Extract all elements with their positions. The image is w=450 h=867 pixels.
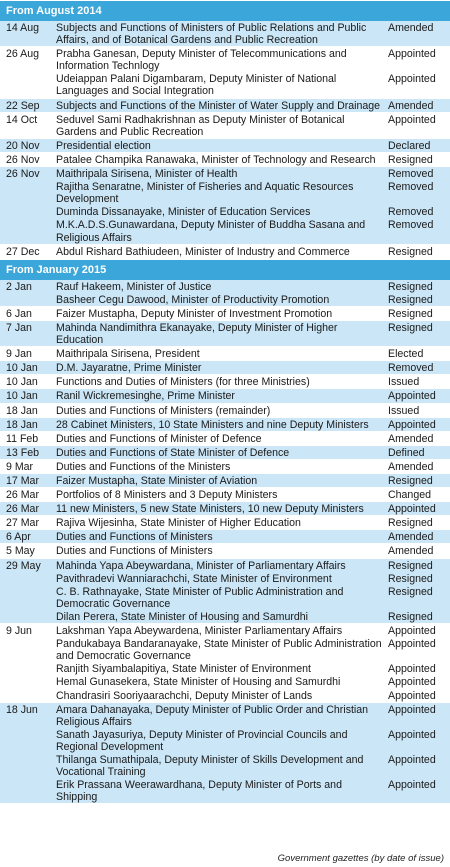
entry bbox=[56, 572, 450, 585]
entry bbox=[56, 347, 450, 360]
entry bbox=[56, 113, 450, 138]
entry-status: Amended bbox=[388, 460, 434, 473]
row-entries bbox=[56, 488, 450, 501]
entry-description: Rauf Hakeem, Minister of Justice bbox=[56, 280, 212, 293]
table-row bbox=[0, 375, 450, 389]
row-date: 14 Oct bbox=[6, 113, 38, 126]
entry bbox=[56, 474, 450, 487]
row-date: 18 Jun bbox=[6, 703, 38, 716]
entry-status: Appointed bbox=[388, 390, 436, 403]
section-rows bbox=[0, 21, 450, 259]
row-date: 13 Feb bbox=[6, 446, 39, 459]
entry bbox=[56, 389, 450, 402]
table-row bbox=[0, 139, 450, 153]
entry bbox=[56, 21, 450, 46]
row-date: 7 Jan bbox=[6, 321, 32, 334]
entry-description: Seduvel Sami Radhakrishnan as Deputy Minister of Botanical Gardens and Public Recreation bbox=[56, 113, 345, 138]
entry bbox=[56, 502, 450, 515]
table-row bbox=[0, 113, 450, 139]
table-row bbox=[0, 703, 450, 805]
entry bbox=[56, 361, 450, 374]
table-row bbox=[0, 446, 450, 460]
entry bbox=[56, 460, 450, 473]
entry-status: Resigned bbox=[388, 517, 433, 530]
entry-description: Portfolios of 8 Ministers and 3 Deputy Ministers bbox=[56, 489, 278, 502]
row-date: 27 Mar bbox=[6, 517, 39, 530]
entry-status: Appointed bbox=[388, 689, 436, 702]
entry-status: Elected bbox=[388, 348, 424, 361]
row-entries bbox=[56, 245, 450, 258]
entry-description: Amara Dahanayaka, Deputy Minister of Public Order and Christian Religious Affairs bbox=[56, 703, 369, 728]
entry bbox=[56, 446, 450, 459]
row-date: 26 Mar bbox=[6, 503, 39, 516]
row-date: 6 Apr bbox=[6, 531, 31, 544]
row-date: 10 Jan bbox=[6, 362, 38, 375]
row-entries bbox=[56, 432, 450, 445]
row-date: 10 Jan bbox=[6, 376, 38, 389]
entry bbox=[56, 99, 450, 112]
table-row bbox=[0, 280, 450, 307]
table-row bbox=[0, 347, 450, 361]
entry-description: Thilanga Sumathipala, Deputy Minister of Skills Development and Vocational Training bbox=[56, 753, 364, 779]
entry bbox=[56, 689, 450, 702]
entry-description: Rajiva Wijesinha, State Minister of Higher Education bbox=[56, 517, 301, 530]
entry bbox=[56, 139, 450, 152]
table-row bbox=[0, 321, 450, 347]
entry bbox=[56, 404, 450, 417]
entry-description: Maithripala Sirisena, Minister of Health bbox=[56, 168, 238, 181]
entry-status: Issued bbox=[388, 404, 420, 417]
entry-status: Resigned bbox=[388, 245, 433, 258]
row-date: 10 Jan bbox=[6, 390, 38, 403]
row-date: 26 Nov bbox=[6, 153, 40, 166]
entry-description: Duties and Functions of Ministers bbox=[56, 545, 213, 558]
entry bbox=[56, 585, 450, 610]
table-row bbox=[0, 624, 450, 703]
entry bbox=[56, 72, 450, 97]
entry-status: Appointed bbox=[388, 625, 436, 638]
row-date: 18 Jan bbox=[6, 404, 38, 417]
entry bbox=[56, 293, 450, 306]
entry-description: Duties and Functions of State Minister of Defence bbox=[56, 446, 290, 459]
row-entries bbox=[56, 280, 450, 306]
row-entries bbox=[56, 703, 450, 804]
row-date: 26 Mar bbox=[6, 489, 39, 502]
entry-description: Duties and Functions of Ministers bbox=[56, 531, 213, 544]
entry-description: Ranil Wickremesinghe, Prime Minister bbox=[56, 390, 235, 403]
entry-status: Amended bbox=[388, 432, 434, 445]
entry bbox=[56, 432, 450, 445]
entry-description: Udeiappan Palani Digambaram, Deputy Minister of National Languages and Social Integration bbox=[56, 73, 337, 98]
entry-status: Appointed bbox=[388, 418, 436, 431]
entry-status: Appointed bbox=[388, 113, 436, 126]
section-header: From August 2014 bbox=[0, 0, 450, 21]
entry-description: Duties and Functions of the Ministers bbox=[56, 460, 231, 473]
entry-description: Maithripala Sirisena, President bbox=[56, 348, 200, 361]
entry-status: Appointed bbox=[388, 73, 436, 86]
table-row bbox=[0, 389, 450, 403]
table-row bbox=[0, 153, 450, 167]
row-entries bbox=[56, 559, 450, 623]
entry-status: Removed bbox=[388, 168, 434, 181]
row-entries bbox=[56, 516, 450, 529]
entry-description: Prabha Ganesan, Deputy Minister of Telecommunications and Information Technlogy bbox=[56, 48, 347, 73]
entry bbox=[56, 637, 450, 662]
table-row bbox=[0, 502, 450, 516]
table-row bbox=[0, 245, 450, 259]
entry bbox=[56, 662, 450, 675]
entry-description: Functions and Duties of Ministers (for three Ministries) bbox=[56, 376, 310, 389]
entry-status: Amended bbox=[388, 99, 434, 112]
table-row bbox=[0, 516, 450, 530]
entry-description: D.M. Jayaratne, Prime Minister bbox=[56, 362, 202, 375]
entry bbox=[56, 321, 450, 346]
row-date: 14 Aug bbox=[6, 22, 39, 34]
entry-description: Pavithradevi Wanniarachchi, State Minister of Environment bbox=[56, 572, 332, 585]
entry-description: Duties and Functions of Minister of Defence bbox=[56, 432, 262, 445]
entry-description: 11 new Ministers, 5 new State Ministers, 10 new Deputy Ministers bbox=[56, 503, 364, 516]
entry bbox=[56, 280, 450, 293]
source-caption: Government gazettes (by date of issue) bbox=[277, 853, 444, 864]
entry-description: Subjects and Functions of the Minister of Water Supply and Drainage bbox=[56, 99, 381, 112]
entry-description: Chandrasiri Sooriyaarachchi, Deputy Minister of Lands bbox=[56, 689, 313, 702]
entry-description: Abdul Rishard Bathiudeen, Minister of Industry and Commerce bbox=[56, 245, 350, 258]
row-entries bbox=[56, 347, 450, 360]
entry-status: Appointed bbox=[388, 48, 436, 61]
entry bbox=[56, 559, 450, 572]
row-entries bbox=[56, 307, 450, 320]
row-entries bbox=[56, 404, 450, 417]
row-entries bbox=[56, 321, 450, 346]
entry-status: Removed bbox=[388, 362, 434, 375]
entry-description: Erik Prassana Weerawardhana, Deputy Minister of Ports and Shipping bbox=[56, 779, 342, 804]
entry bbox=[56, 307, 450, 320]
entry bbox=[56, 530, 450, 543]
entry-status: Resigned bbox=[388, 307, 433, 320]
entry bbox=[56, 753, 450, 778]
table-row bbox=[0, 432, 450, 446]
entry-status: Defined bbox=[388, 446, 425, 459]
entry bbox=[56, 47, 450, 72]
row-date: 9 Jan bbox=[6, 348, 32, 361]
entry-status: Appointed bbox=[388, 753, 436, 766]
row-date: 29 May bbox=[6, 559, 41, 572]
entry-description: Subjects and Functions of Ministers of Public Relations and Public Affairs, and of Botanical Gardens and Public Recreation bbox=[56, 22, 367, 47]
entry-status: Resigned bbox=[388, 293, 433, 306]
row-entries bbox=[56, 624, 450, 702]
entry-description: C. B. Rathnayake, State Minister of Public Administration and Democratic Governance bbox=[56, 585, 344, 610]
entry bbox=[56, 675, 450, 688]
entry-status: Resigned bbox=[388, 475, 433, 487]
entry-description: Ranjith Siyambalapitiya, State Minister of Environment bbox=[56, 663, 311, 676]
row-entries bbox=[56, 389, 450, 402]
entry bbox=[56, 544, 450, 557]
entry-description: Faizer Mustapha, Deputy Minister of Investment Promotion bbox=[56, 307, 333, 320]
row-entries bbox=[56, 544, 450, 557]
entry-status: Changed bbox=[388, 489, 432, 502]
entry-status: Resigned bbox=[388, 559, 433, 572]
entry bbox=[56, 703, 450, 728]
entry-status: Resigned bbox=[388, 610, 433, 623]
entry-description: Presidential election bbox=[56, 139, 151, 152]
row-date: 22 Sep bbox=[6, 99, 40, 112]
row-entries bbox=[56, 113, 450, 138]
entry-status: Appointed bbox=[388, 703, 436, 716]
row-date: 27 Dec bbox=[6, 245, 40, 258]
entry bbox=[56, 488, 450, 501]
row-entries bbox=[56, 153, 450, 166]
section-rows bbox=[0, 280, 450, 805]
row-date: 26 Nov bbox=[6, 168, 40, 181]
table-row bbox=[0, 418, 450, 432]
row-entries bbox=[56, 446, 450, 459]
row-date: 2 Jan bbox=[6, 280, 32, 293]
table-row bbox=[0, 361, 450, 375]
entry-status: Resigned bbox=[388, 153, 433, 166]
row-entries bbox=[56, 99, 450, 112]
entry-status: Resigned bbox=[388, 321, 433, 334]
table-row bbox=[0, 559, 450, 624]
entry-status: Resigned bbox=[388, 280, 433, 293]
row-date: 6 Jan bbox=[6, 307, 32, 320]
entry-description: Sanath Jayasuriya, Deputy Minister of Provincial Councils and Regional Development bbox=[56, 728, 348, 753]
entry-description: Faizer Mustapha, State Minister of Aviation bbox=[56, 475, 258, 487]
entry-status: Declared bbox=[388, 139, 431, 152]
entry-description: Duminda Dissanayake, Minister of Education Services bbox=[56, 206, 311, 219]
table-row bbox=[0, 474, 450, 488]
entry bbox=[56, 778, 450, 803]
row-date: 9 Jun bbox=[6, 625, 32, 638]
entry bbox=[56, 610, 450, 623]
entry-description: 28 Cabinet Ministers, 10 State Ministers and nine Deputy Ministers bbox=[56, 418, 369, 431]
row-entries bbox=[56, 502, 450, 515]
entry-description: Basheer Cegu Dawood, Minister of Productivity Promotion bbox=[56, 293, 330, 306]
row-entries bbox=[56, 47, 450, 97]
entry-description: Mahinda Yapa Abeywardana, Minister of Parliamentary Affairs bbox=[56, 559, 346, 572]
entry bbox=[56, 624, 450, 637]
entry-description: Mahinda Nandimithra Ekanayake, Deputy Minister of Higher Education bbox=[56, 321, 338, 347]
row-date: 17 Mar bbox=[6, 475, 39, 487]
row-entries bbox=[56, 361, 450, 374]
row-entries bbox=[56, 460, 450, 473]
entry-status: Amended bbox=[388, 545, 434, 558]
entry-description: M.K.A.D.S.Gunawardana, Deputy Minister of Buddha Sasana and Religious Affairs bbox=[56, 219, 366, 244]
row-entries bbox=[56, 139, 450, 152]
row-entries bbox=[56, 21, 450, 46]
row-entries bbox=[56, 418, 450, 431]
entry bbox=[56, 218, 450, 243]
table-row bbox=[0, 460, 450, 474]
entry-description: Duties and Functions of Ministers (remainder) bbox=[56, 404, 271, 417]
entry-status: Removed bbox=[388, 206, 434, 219]
entry-status: Issued bbox=[388, 376, 420, 389]
row-date: 11 Feb bbox=[6, 432, 39, 445]
row-entries bbox=[56, 530, 450, 543]
entry-status: Appointed bbox=[388, 638, 436, 651]
entry-description: Dilan Perera, State Minister of Housing and Samurdhi bbox=[56, 610, 309, 623]
section-header: From January 2015 bbox=[0, 259, 450, 280]
entry-status: Appointed bbox=[388, 663, 436, 676]
entry-description: Lakshman Yapa Abeywardena, Minister Parliamentary Affairs bbox=[56, 625, 343, 638]
entry-description: Patalee Champika Ranawaka, Minister of Technology and Research bbox=[56, 153, 376, 166]
table-row bbox=[0, 99, 450, 113]
entry bbox=[56, 167, 450, 180]
entry bbox=[56, 180, 450, 205]
entry bbox=[56, 153, 450, 166]
entry-status: Resigned bbox=[388, 572, 433, 585]
table-row bbox=[0, 21, 450, 47]
entry bbox=[56, 418, 450, 431]
entry bbox=[56, 728, 450, 753]
row-entries bbox=[56, 375, 450, 388]
entry-description: Pandukabaya Bandaranayake, State Minister of Public Administration and Democratic Governance bbox=[56, 638, 382, 663]
table-row bbox=[0, 544, 450, 558]
entry bbox=[56, 516, 450, 529]
row-date: 26 Aug bbox=[6, 48, 39, 61]
table-row bbox=[0, 167, 450, 245]
entry-status: Amended bbox=[388, 531, 434, 544]
entry-status: Removed bbox=[388, 181, 434, 194]
table-row bbox=[0, 404, 450, 418]
entry-status: Appointed bbox=[388, 779, 436, 792]
row-date: 5 May bbox=[6, 545, 35, 558]
row-date: 20 Nov bbox=[6, 139, 40, 152]
row-entries bbox=[56, 167, 450, 244]
entry-status: Resigned bbox=[388, 585, 433, 598]
entry-status: Removed bbox=[388, 219, 434, 232]
entry-status: Appointed bbox=[388, 676, 436, 689]
row-entries bbox=[56, 474, 450, 487]
table-row bbox=[0, 307, 450, 321]
table-row bbox=[0, 530, 450, 544]
entry bbox=[56, 245, 450, 258]
entry-status: Appointed bbox=[388, 728, 436, 741]
entry-description: Hemal Gunasekera, State Minister of Housing and Samurdhi bbox=[56, 676, 341, 689]
row-date: 18 Jan bbox=[6, 418, 38, 431]
entry-description: Rajitha Senaratne, Minister of Fisheries and Aquatic Resources Development bbox=[56, 181, 354, 206]
row-date: 9 Mar bbox=[6, 460, 34, 473]
entry-status: Amended bbox=[388, 22, 434, 34]
entry-status: Appointed bbox=[388, 503, 436, 516]
entry bbox=[56, 375, 450, 388]
table-row bbox=[0, 488, 450, 502]
entry bbox=[56, 205, 450, 218]
table-row bbox=[0, 47, 450, 98]
